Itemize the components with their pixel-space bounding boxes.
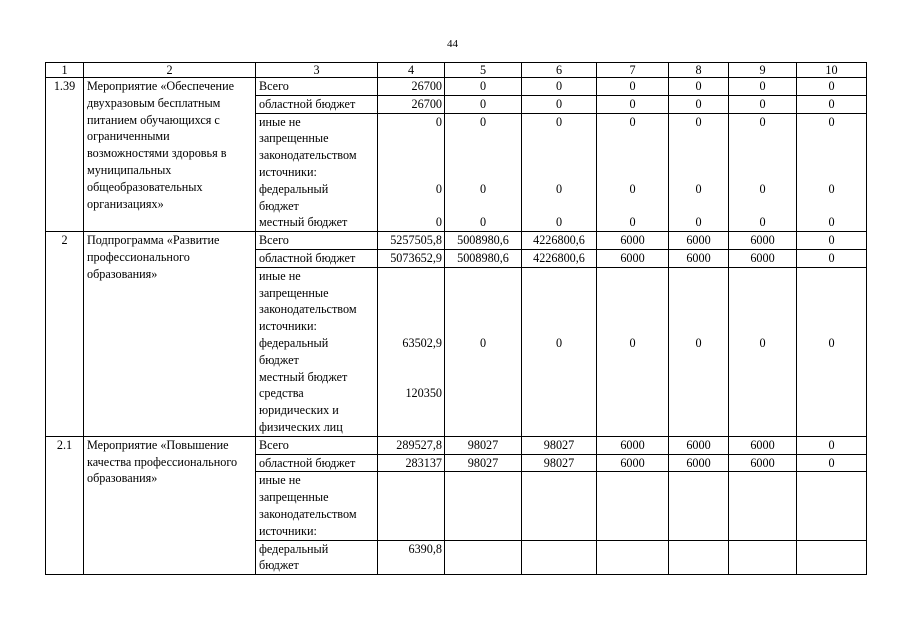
value-line: [600, 147, 665, 164]
value-line: [525, 285, 593, 302]
value-line: [672, 472, 725, 489]
value-cell: [445, 113, 522, 232]
source-line: законодательством: [259, 506, 357, 521]
value-line: [525, 557, 593, 574]
value-line: [672, 402, 725, 419]
value-line: [732, 301, 793, 318]
value-line: [800, 164, 863, 181]
funding-source: областной бюджет: [256, 454, 378, 472]
value-cell: [597, 113, 669, 232]
value-line: [600, 130, 665, 147]
source-line: бюджет: [259, 352, 299, 367]
value-line: 0: [629, 181, 636, 196]
value-cell: [522, 540, 597, 575]
page-number: 44: [447, 38, 458, 50]
column-header: 2: [84, 63, 256, 78]
value-line: 0: [555, 215, 563, 230]
value-line: [600, 164, 665, 181]
value-line: [448, 557, 518, 574]
value-line: 0: [479, 181, 487, 196]
value-line: [600, 419, 665, 436]
table-row: [46, 436, 867, 454]
value-cell: 26700: [378, 78, 445, 96]
value-line: 0: [435, 114, 442, 129]
source-line: юридических и: [259, 403, 339, 418]
column-header: 1: [46, 63, 84, 78]
value-line: [600, 318, 665, 335]
value-cell: 0: [522, 78, 597, 96]
value-line: [800, 301, 863, 318]
value-cell: 289527,8: [378, 436, 445, 454]
value-line: [800, 352, 863, 369]
value-line: [525, 419, 593, 436]
value-cell: 5257505,8: [378, 232, 445, 250]
value-line: [600, 541, 665, 558]
value-line: 0: [759, 181, 766, 196]
value-line: [448, 523, 518, 540]
value-line: [381, 318, 442, 335]
value-line: [800, 147, 863, 164]
value-line: [800, 489, 863, 506]
value-cell: [729, 267, 797, 436]
value-cell: 0: [797, 78, 867, 96]
value-line: 120350: [405, 386, 442, 401]
funding-source: областной бюджет: [256, 95, 378, 113]
value-line: [600, 352, 665, 369]
value-cell: 26700: [378, 95, 445, 113]
value-cell: [729, 540, 797, 575]
value-cell: [797, 540, 867, 575]
value-line: [672, 557, 725, 574]
value-line: 0: [479, 114, 487, 129]
value-line: [600, 268, 665, 285]
value-cell: 98027: [522, 436, 597, 454]
funding-source: [256, 267, 378, 436]
value-line: [600, 472, 665, 489]
value-line: [600, 285, 665, 302]
value-line: [732, 402, 793, 419]
value-line: [448, 419, 518, 436]
value-line: [732, 318, 793, 335]
value-cell: [797, 267, 867, 436]
value-line: 0: [828, 181, 835, 196]
item-number: 2: [46, 232, 84, 437]
value-line: [381, 557, 442, 574]
value-line: [600, 523, 665, 540]
value-line: [800, 541, 863, 558]
value-line: 0: [629, 335, 636, 350]
value-cell: [797, 472, 867, 540]
value-cell: 0: [797, 95, 867, 113]
value-cell: 6000: [729, 232, 797, 250]
value-line: [800, 402, 863, 419]
value-line: [448, 268, 518, 285]
value-line: 0: [759, 335, 766, 350]
column-header: 6: [522, 63, 597, 78]
value-cell: 0: [445, 95, 522, 113]
value-cell: 0: [597, 95, 669, 113]
value-cell: [729, 113, 797, 232]
source-line: законодательством: [259, 302, 357, 317]
value-line: [800, 385, 863, 402]
value-line: [732, 489, 793, 506]
value-cell: 6000: [669, 249, 729, 267]
value-cell: 6000: [729, 436, 797, 454]
source-line: источники:: [259, 319, 317, 334]
value-line: [800, 198, 863, 215]
value-line: 0: [695, 114, 702, 129]
value-cell: [522, 472, 597, 540]
source-line: иные не: [259, 268, 301, 283]
value-line: [381, 164, 442, 181]
value-cell: [378, 267, 445, 436]
value-line: [448, 385, 518, 402]
value-line: 0: [695, 335, 702, 350]
value-line: 0: [479, 335, 487, 350]
column-header: 10: [797, 63, 867, 78]
source-line: источники:: [259, 523, 317, 538]
value-cell: [669, 267, 729, 436]
item-number: 2.1: [46, 436, 84, 574]
value-cell: 4226800,6: [522, 249, 597, 267]
value-line: [800, 506, 863, 523]
value-cell: [445, 267, 522, 436]
value-cell: [597, 472, 669, 540]
value-line: [600, 369, 665, 386]
value-cell: 6000: [669, 454, 729, 472]
value-line: [448, 285, 518, 302]
value-line: [525, 369, 593, 386]
value-cell: 0: [797, 436, 867, 454]
source-line: бюджет: [259, 558, 299, 573]
value-line: [448, 541, 518, 558]
value-cell: 4226800,6: [522, 232, 597, 250]
item-name: Мероприятие «Повышение качества профессионального образования»: [84, 436, 256, 574]
value-cell: 0: [669, 95, 729, 113]
value-line: [732, 472, 793, 489]
value-cell: 6000: [729, 454, 797, 472]
value-line: [672, 285, 725, 302]
value-line: [381, 472, 442, 489]
funding-source: [256, 113, 378, 232]
value-line: [381, 285, 442, 302]
value-line: [672, 419, 725, 436]
value-cell: [522, 267, 597, 436]
value-line: [732, 147, 793, 164]
value-cell: [597, 267, 669, 436]
source-line: физических лиц: [259, 419, 343, 434]
value-line: [448, 369, 518, 386]
value-cell: 0: [729, 95, 797, 113]
value-cell: 0: [797, 454, 867, 472]
table-row: [46, 78, 867, 96]
value-cell: 6000: [597, 454, 669, 472]
value-cell: [445, 472, 522, 540]
value-line: 0: [555, 335, 563, 350]
source-line: запрещенные: [259, 285, 329, 300]
value-cell: 0: [797, 232, 867, 250]
value-line: [600, 385, 665, 402]
value-line: [800, 369, 863, 386]
value-cell: 0: [445, 78, 522, 96]
value-line: [448, 301, 518, 318]
value-line: [381, 523, 442, 540]
value-line: [448, 506, 518, 523]
value-line: [600, 402, 665, 419]
column-header: 5: [445, 63, 522, 78]
value-line: [800, 472, 863, 489]
value-line: [525, 147, 593, 164]
budget-table: [45, 62, 867, 575]
value-line: [732, 385, 793, 402]
value-line: [672, 164, 725, 181]
value-line: 6390,8: [408, 541, 442, 556]
value-line: 0: [479, 215, 487, 230]
value-line: [448, 147, 518, 164]
value-line: [525, 268, 593, 285]
value-cell: 0: [597, 78, 669, 96]
value-line: [672, 385, 725, 402]
value-line: [672, 369, 725, 386]
value-line: [672, 318, 725, 335]
value-line: [448, 402, 518, 419]
value-line: [800, 130, 863, 147]
column-header: 3: [256, 63, 378, 78]
value-line: [525, 164, 593, 181]
value-line: [732, 506, 793, 523]
value-line: [732, 557, 793, 574]
value-line: [800, 318, 863, 335]
value-line: [525, 130, 593, 147]
value-line: [732, 523, 793, 540]
value-line: [600, 301, 665, 318]
item-name: Подпрограмма «Развитие профессионального образования»: [84, 232, 256, 437]
value-cell: [669, 113, 729, 232]
value-cell: 5008980,6: [445, 232, 522, 250]
source-line: запрещенные: [259, 131, 329, 146]
value-line: [672, 130, 725, 147]
value-cell: [522, 113, 597, 232]
value-line: [525, 352, 593, 369]
table-row: [46, 232, 867, 250]
value-line: [672, 506, 725, 523]
source-line: средства: [259, 386, 304, 401]
value-line: [381, 268, 442, 285]
funding-source: областной бюджет: [256, 249, 378, 267]
value-line: [600, 489, 665, 506]
value-cell: 98027: [445, 454, 522, 472]
value-cell: [729, 472, 797, 540]
source-line: федеральный: [259, 335, 329, 350]
value-line: [672, 301, 725, 318]
value-line: [732, 285, 793, 302]
value-line: [732, 130, 793, 147]
value-line: 0: [629, 215, 636, 230]
value-line: 0: [629, 114, 636, 129]
value-cell: 5073652,9: [378, 249, 445, 267]
value-cell: 98027: [522, 454, 597, 472]
value-line: [600, 198, 665, 215]
source-line: источники:: [259, 164, 317, 179]
value-line: [525, 301, 593, 318]
value-cell: 5008980,6: [445, 249, 522, 267]
value-line: 0: [695, 215, 702, 230]
source-line: иные не: [259, 114, 301, 129]
column-header: 9: [729, 63, 797, 78]
value-line: [525, 541, 593, 558]
value-line: 0: [555, 114, 563, 129]
value-line: [525, 523, 593, 540]
value-line: [448, 164, 518, 181]
value-cell: [669, 472, 729, 540]
item-number: 1.39: [46, 78, 84, 232]
value-line: 0: [828, 335, 835, 350]
value-line: [672, 541, 725, 558]
value-line: [381, 419, 442, 436]
value-line: [732, 352, 793, 369]
value-cell: [378, 540, 445, 575]
value-line: [732, 164, 793, 181]
value-line: [448, 352, 518, 369]
value-line: [525, 385, 593, 402]
value-line: [448, 489, 518, 506]
column-header: 8: [669, 63, 729, 78]
value-line: [672, 489, 725, 506]
value-line: [525, 198, 593, 215]
value-line: [732, 369, 793, 386]
source-line: запрещенные: [259, 490, 329, 505]
value-line: [525, 506, 593, 523]
value-cell: 0: [669, 78, 729, 96]
value-cell: 6000: [597, 249, 669, 267]
source-line: местный бюджет: [259, 215, 348, 230]
value-line: [448, 318, 518, 335]
value-line: 0: [828, 114, 835, 129]
value-cell: 6000: [669, 232, 729, 250]
item-name: Мероприятие «Обеспечение двухразовым бесплатным питанием обучающихся с ограниченными возможностями здоровья в муниципальных общеобразовательных организациях»: [84, 78, 256, 232]
value-cell: 6000: [729, 249, 797, 267]
value-line: [448, 198, 518, 215]
value-line: [800, 268, 863, 285]
value-line: [448, 130, 518, 147]
value-line: [672, 147, 725, 164]
value-line: [525, 489, 593, 506]
header-row: [46, 63, 867, 78]
value-line: 63502,9: [402, 335, 442, 350]
source-line: федеральный: [259, 541, 329, 556]
value-line: [381, 402, 442, 419]
value-line: [672, 523, 725, 540]
value-line: [732, 419, 793, 436]
funding-source: [256, 540, 378, 575]
value-line: [672, 268, 725, 285]
value-line: 0: [555, 181, 563, 196]
funding-source: Всего: [256, 78, 378, 96]
source-line: федеральный: [259, 181, 329, 196]
value-line: [381, 130, 442, 147]
value-cell: 6000: [597, 232, 669, 250]
source-line: местный бюджет: [259, 369, 348, 384]
value-line: [381, 352, 442, 369]
value-line: [672, 198, 725, 215]
value-line: [525, 318, 593, 335]
value-line: [672, 352, 725, 369]
value-line: 0: [759, 215, 766, 230]
value-line: 0: [759, 114, 766, 129]
value-cell: [669, 540, 729, 575]
value-cell: [797, 113, 867, 232]
value-cell: 6000: [669, 436, 729, 454]
value-cell: [597, 540, 669, 575]
value-cell: 0: [797, 249, 867, 267]
value-cell: 98027: [445, 436, 522, 454]
value-line: [381, 301, 442, 318]
value-line: 0: [828, 215, 835, 230]
funding-source: Всего: [256, 232, 378, 250]
value-cell: [378, 113, 445, 232]
value-line: [800, 557, 863, 574]
value-cell: 6000: [597, 436, 669, 454]
value-line: [600, 557, 665, 574]
value-line: [525, 472, 593, 489]
value-line: [800, 523, 863, 540]
value-line: [381, 489, 442, 506]
source-line: законодательством: [259, 148, 357, 163]
funding-source: Всего: [256, 436, 378, 454]
value-cell: 0: [522, 95, 597, 113]
source-line: бюджет: [259, 198, 299, 213]
value-line: [381, 506, 442, 523]
value-line: [381, 198, 442, 215]
value-line: [732, 541, 793, 558]
funding-source: [256, 472, 378, 540]
value-cell: 0: [729, 78, 797, 96]
value-cell: [445, 540, 522, 575]
value-line: [381, 147, 442, 164]
source-line: иные не: [259, 473, 301, 488]
value-cell: [378, 472, 445, 540]
value-line: [525, 402, 593, 419]
value-line: [732, 198, 793, 215]
value-line: [800, 285, 863, 302]
value-line: 0: [695, 181, 702, 196]
value-line: 0: [435, 181, 442, 196]
value-line: [800, 419, 863, 436]
value-cell: 283137: [378, 454, 445, 472]
value-line: [448, 472, 518, 489]
value-line: [732, 268, 793, 285]
column-header: 4: [378, 63, 445, 78]
value-line: 0: [435, 215, 442, 230]
value-line: [600, 506, 665, 523]
value-line: [381, 369, 442, 386]
column-header: 7: [597, 63, 669, 78]
